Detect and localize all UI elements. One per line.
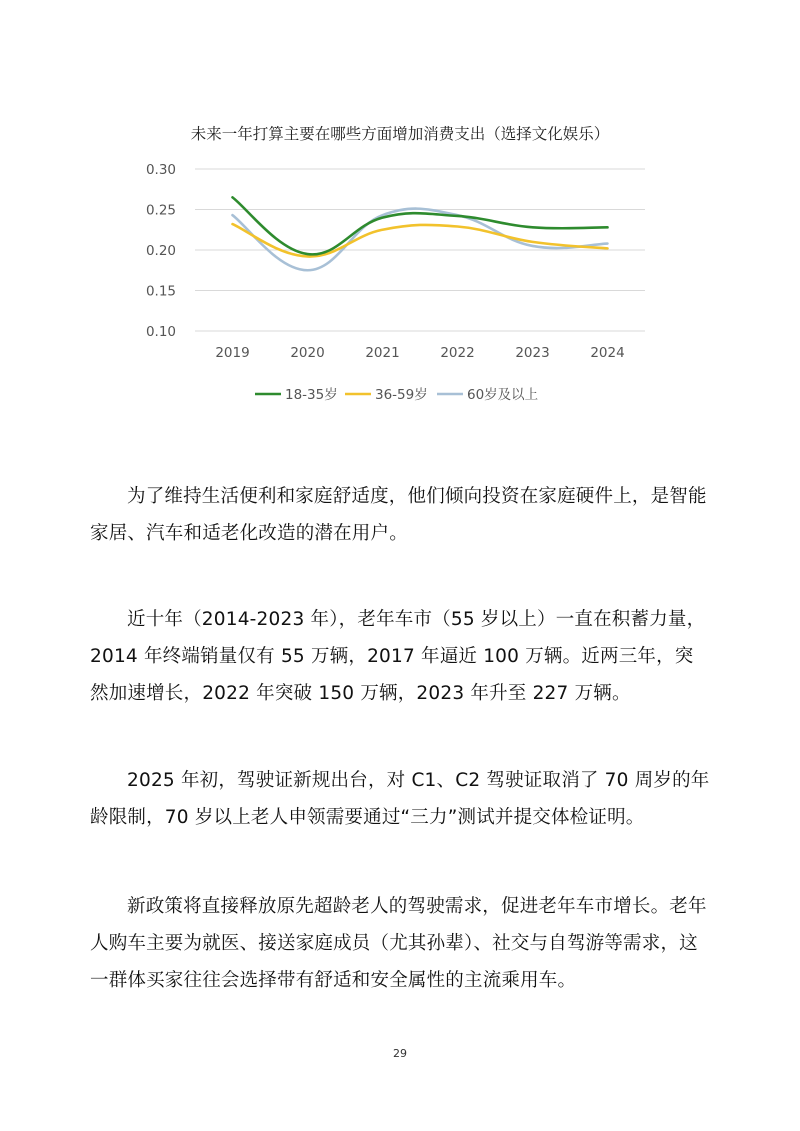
y-axis-ticks bbox=[146, 162, 176, 340]
x-tick-label: 2021 bbox=[365, 345, 400, 361]
paragraph-4: 新政策将直接释放原先超龄老人的驾驶需求，促进老年车市增长。老年人购车主要为就医、接送家庭成员（尤其孙辈）、社交与自驾游等需求，这一群体买家往往会选择带有舒适和安全属性的主流乘用车。 bbox=[90, 896, 707, 991]
y-tick-label: 0.20 bbox=[145, 243, 176, 259]
legend-label: 36-59岁 bbox=[375, 387, 428, 403]
paragraph-3: 2025 年初，驾驶证新规出台，对 C1、C2 驾驶证取消了 70 周岁的年龄限制，70 岁以上老人申领需要通过“三力”测试并提交体检证明。 bbox=[90, 770, 710, 828]
chart-title: 未来一年打算主要在哪些方面增加消费支出（选择文化娱乐） bbox=[190, 125, 610, 143]
x-tick-label: 2020 bbox=[290, 345, 325, 361]
y-tick-label: 0.10 bbox=[145, 324, 176, 340]
x-tick-label: 2024 bbox=[590, 345, 625, 361]
chart-gridlines bbox=[195, 169, 645, 331]
chart-series-lines bbox=[233, 197, 608, 270]
series-line-3 bbox=[233, 209, 608, 271]
x-tick-label: 2019 bbox=[215, 345, 250, 361]
legend-label: 18-35岁 bbox=[285, 387, 338, 403]
paragraph-1: 为了维持生活便利和家庭舒适度，他们倾向投资在家庭硬件上，是智能家居、汽车和适老化改造的潜在用户。 bbox=[90, 486, 707, 544]
x-tick-label: 2023 bbox=[515, 345, 550, 361]
y-tick-label: 0.15 bbox=[145, 283, 176, 300]
paragraph-2: 近十年（2014-2023 年），老年车市（55 岁以上）一直在积蓄力量，2014 年终端销量仅有 55 万辆，2017 年逼近 100 万辆。近两三年，突然加速增长，2022 年突破 150 万辆，2023 年升至 227 万辆。 bbox=[90, 609, 706, 704]
consumption-line-chart bbox=[0, 0, 800, 420]
y-tick-label: 0.30 bbox=[145, 162, 176, 178]
page-number: 29 bbox=[393, 1047, 407, 1060]
x-axis-ticks bbox=[215, 345, 624, 361]
y-tick-label: 0.25 bbox=[145, 202, 176, 219]
x-tick-label: 2022 bbox=[440, 345, 475, 361]
legend-label: 60岁及以上 bbox=[467, 387, 539, 403]
chart-legend bbox=[255, 386, 538, 403]
